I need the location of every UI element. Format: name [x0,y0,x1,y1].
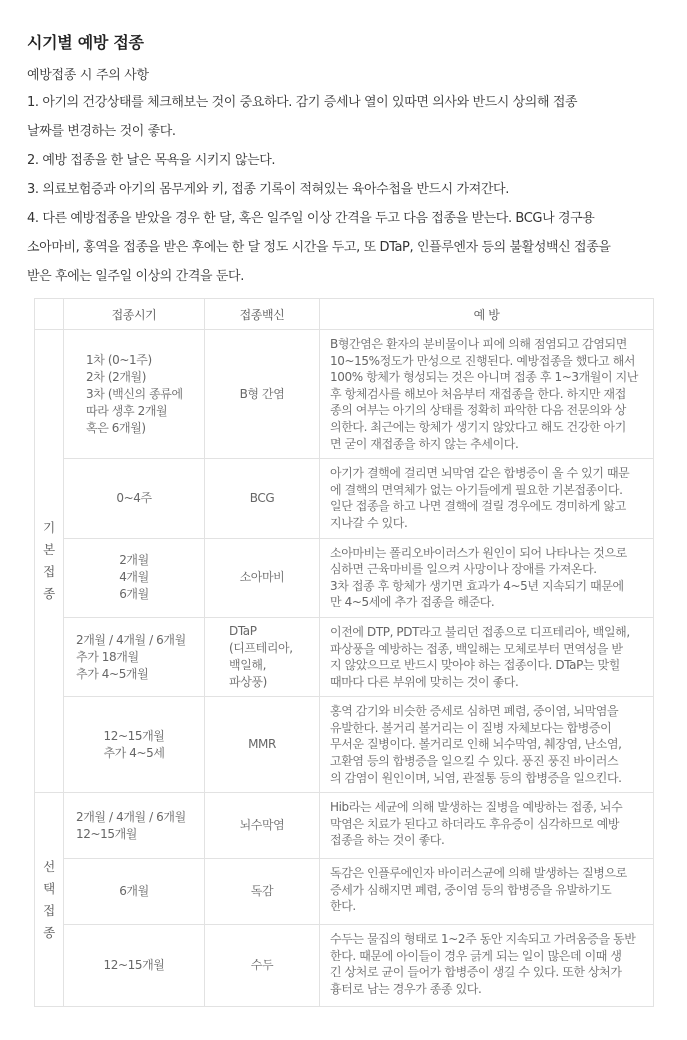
vaccine-name: 뇌수막염 [239,818,285,833]
table-row [35,538,654,617]
vaccine-cell [205,617,320,696]
group-char: 종 [43,586,55,602]
time-line: 12~15개월 [103,728,165,743]
note-line: 날짜를 변경하는 것이 좋다. [27,124,176,139]
table-row [35,330,654,459]
table-header-row [35,299,654,330]
desc-line: 흉터로 남는 경우가 종종 있다. [330,982,482,997]
note-line: 받은 후에는 일주일 이상의 간격을 둔다. [27,269,244,284]
time-cell [64,925,205,1007]
time-line: 4개월 [119,570,149,585]
desc-line: 에 결핵의 면역체가 없는 아기들에게 필요한 기본접종이다. [330,482,623,497]
note-line: 4. 다른 예방접종을 받았을 경우 한 달, 혹은 일주일 이상 간격을 두고 다음 접종을 받는다. BCG나 경구용 [27,211,595,226]
time-line: 1차 (0~1주) [86,352,152,367]
desc-line: 막염은 치료가 된다고 하더라도 후유증이 심각하므로 예방 [330,816,620,831]
desc-line: 의한다. 최근에는 항체가 생기지 않았다고 해도 건강한 아기 [330,419,626,434]
desc-line: 10~15%정도가 만성으로 진행된다. 예방접종을 했다고 해서 [330,353,636,368]
desc-line: B형간염은 환자의 분비물이나 피에 의해 점염되고 감염되면 [330,337,627,351]
caution-notes [27,88,677,291]
vaccine-cell [205,459,320,538]
desc-line: 접종을 하는 것이 좋다. [330,833,445,848]
group-char: 접 [43,564,55,580]
header-prevention: 예 방 [320,299,654,330]
table-row [35,617,654,696]
group-char: 택 [43,880,55,896]
vaccine-name: 독감 [250,884,274,899]
group-char: 기 [43,520,55,536]
time-cell [64,859,205,925]
desc-line: 면 굳이 재접종을 하지 않는 추세이다. [330,436,519,451]
desc-line: 긴 상처로 균이 들어가 합병증이 생길 수 있다. 또한 상처가 [330,965,622,980]
desc-line: 한다. [330,899,356,914]
vaccine-cell [205,538,320,617]
table-row [35,925,654,1007]
group-basic [35,330,64,793]
time-cell [64,459,205,538]
desc-line: 지나갈 수 있다. [330,515,408,530]
desc-line: 유발한다. 볼거리 볼거리는 이 질병 자체보다는 합병증이 [330,720,612,735]
desc-line: 고환염 등의 합병증을 일으킬 수 있다. 풍진 풍진 바이러스 [330,754,619,769]
vaccine-cell [205,793,320,859]
page-subtitle: 예방접종 시 주의 사항 [27,68,149,83]
time-line: 2개월 / 4개월 / 6개월 [76,809,186,824]
table-row [35,793,654,859]
vaccine-name: (디프테리아, [229,641,293,656]
time-line: 추가 4~5개월 [76,666,149,681]
desc-line: 지 않았으므로 반드시 맞아야 하는 접종이다. DTaP는 맞힐 [330,658,620,673]
desc-line: 증세가 심해지면 폐렴, 중이염 등의 합병증을 유발하기도 [330,882,612,897]
vaccine-name: 소아마비 [239,570,285,585]
header-time: 접종시기 [64,299,205,330]
description-cell [320,617,654,696]
desc-line: 수두는 물집의 형태로 1~2주 동안 지속되고 가려움증을 동반 [330,932,636,947]
note-1 [27,88,677,146]
desc-line: 일단 접종을 하고 나면 결핵에 걸릴 경우에도 경미하게 앓고 [330,499,626,514]
time-line: 2개월 [119,553,149,568]
vaccine-name: DTaP [229,624,257,639]
time-line: 혹은 6개월) [86,420,146,435]
time-line: 추가 18개월 [76,649,139,664]
desc-line: 3차 접종 후 항체가 생기면 효과가 4~5년 지속되기 때문에 [330,578,624,593]
desc-line: 의 감염이 원인이며, 뇌염, 관절통 등의 합병증을 일으킨다. [330,770,622,785]
desc-line: 독감은 인플루에인자 바이러스균에 의해 발생하는 질병으로 [330,866,627,881]
table-row [35,459,654,538]
time-line: 6개월 [119,587,149,602]
time-cell [64,330,205,459]
desc-line: 종의 여부는 아기의 상태를 정확히 파악한 다음 전문의와 상 [330,403,626,418]
note-line: 소아마비, 홍역을 접종을 받은 후에는 한 달 정도 시간을 두고, 또 DTaP, 인플루엔자 등의 불활성백신 접종을 [27,240,611,255]
vaccine-name: MMR [248,737,276,752]
description-cell [320,459,654,538]
note-4 [27,204,677,291]
time-line: 3차 (백신의 종류에 [86,386,183,401]
desc-line: 후 항체검사를 해보아 처음부터 재접종을 한다. 하지만 재접 [330,386,626,401]
time-cell [64,697,205,793]
table-row [35,697,654,793]
desc-line: 때마다 다른 부위에 맞히는 것이 좋다. [330,674,519,689]
desc-line: 한다. 때문에 아이들이 경우 긁게 되는 일이 많은데 이때 생 [330,948,622,963]
group-optional [35,793,64,1007]
vaccine-name: B형 간염 [239,386,285,401]
description-cell [320,859,654,925]
desc-line: 만 4~5세에 추가 접종을 해준다. [330,595,495,610]
page-title: 시기별 예방 접종 [27,33,144,52]
time-cell [64,538,205,617]
note-line: 1. 아기의 건강상태를 체크해보는 것이 중요하다. 감기 증세나 열이 있따면 의사와 반드시 상의해 접종 [27,95,578,110]
vaccine-cell [205,330,320,459]
vaccine-name: 파상풍) [229,675,267,690]
group-char: 선 [43,858,55,874]
group-char: 종 [43,924,55,940]
vaccination-table [34,298,654,1007]
vaccine-cell [205,925,320,1007]
desc-line: 100% 항체가 형성되는 것은 아니며 접종 후 1~3개월이 지난 [330,370,638,385]
time-cell [64,617,205,696]
note-2 [27,146,677,175]
description-cell [320,697,654,793]
group-char: 본 [43,542,55,558]
group-header-cell [35,299,64,330]
desc-line: 무서운 질병이다. 볼거리로 인해 뇌수막염, 췌장염, 난소염, [330,737,622,752]
time-line: 6개월 [119,884,149,899]
vaccine-name: BCG [249,490,275,505]
desc-line: 파상풍을 예방하는 접종, 백일해는 모체로부터 면역성을 받 [330,641,623,656]
desc-line: Hib라는 세균에 의해 발생하는 질병을 예방하는 접종, 뇌수 [330,800,623,815]
time-line: 따라 생후 2개월 [86,403,168,418]
time-line: 12~15개월 [103,958,165,973]
desc-line: 홍역 감기와 비슷한 증세로 심하면 폐렴, 중이염, 뇌막염을 [330,704,619,719]
time-line: 2개월 / 4개월 / 6개월 [76,632,186,647]
description-cell [320,330,654,459]
desc-line: 소아마비는 폴리오바이러스가 원인이 되어 나타나는 것으로 [330,545,627,560]
note-line: 2. 예방 접종을 한 날은 목욕을 시키지 않는다. [27,153,276,168]
time-line: 추가 4~5세 [103,745,165,760]
time-line: 0~4주 [116,490,152,505]
time-line: 12~15개월 [76,826,137,841]
note-3 [27,175,677,204]
description-cell [320,925,654,1007]
description-cell [320,538,654,617]
description-cell [320,793,654,859]
table-row [35,859,654,925]
desc-line: 아기가 결핵에 걸리면 뇌막염 같은 합병증이 올 수 있기 때문 [330,466,630,481]
group-char: 접 [43,902,55,918]
desc-line: 심하면 근육마비를 일으켜 사망이나 장애를 가져온다. [330,562,597,577]
header-vaccine: 접종백신 [205,299,320,330]
time-cell [64,793,205,859]
vaccine-cell [205,859,320,925]
desc-line: 이전에 DTP, PDT라고 불리던 접종으로 디프테리아, 백일해, [330,624,630,639]
time-line: 2차 (2개월) [86,369,147,384]
note-line: 3. 의료보험증과 아기의 몸무게와 키, 접종 기록이 적혀있는 육아수첩을 반드시 가져간다. [27,182,509,197]
vaccine-name: 백일해, [229,658,266,673]
vaccine-cell [205,697,320,793]
vaccine-name: 수두 [250,958,274,973]
